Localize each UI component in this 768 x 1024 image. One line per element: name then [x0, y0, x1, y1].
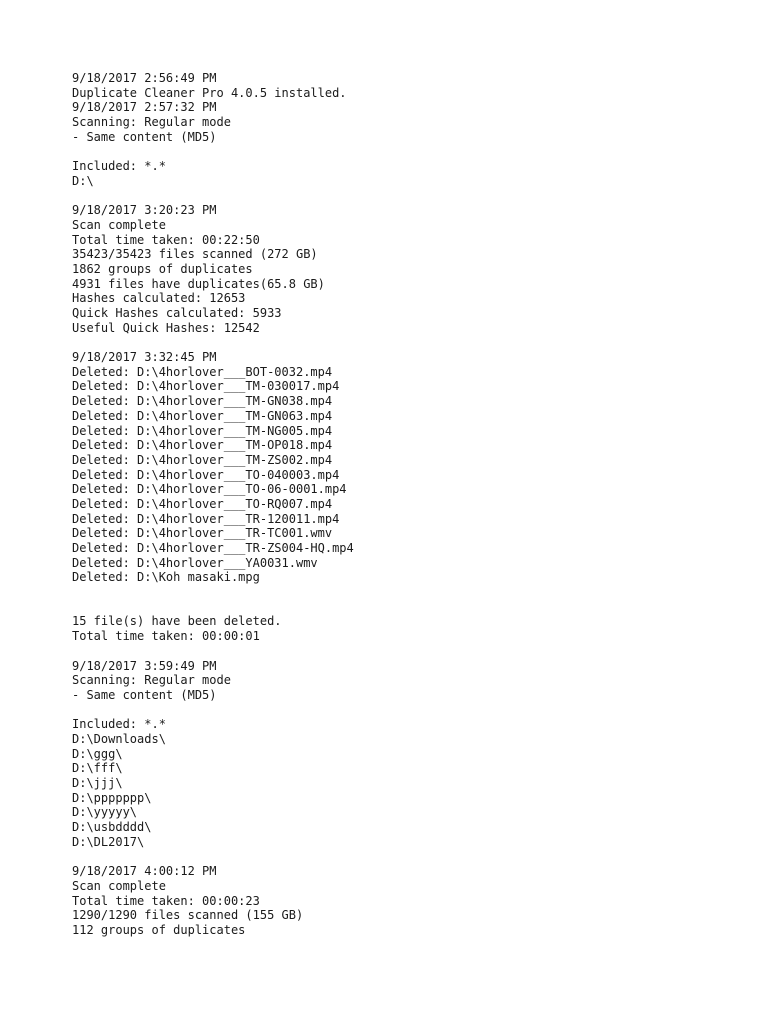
log-line: Scanning: Regular mode — [72, 673, 231, 688]
log-line: Duplicate Cleaner Pro 4.0.5 installed. — [72, 85, 347, 100]
log-line: D:\fff\ — [72, 761, 123, 776]
log-line: - Same content (MD5) — [72, 129, 217, 144]
log-line: 15 file(s) have been deleted. — [72, 614, 282, 629]
log-line: Deleted: D:\4horlover___TM-GN063.mp4 — [72, 408, 333, 423]
log-line: Deleted: D:\4horlover___BOT-0032.mp4 — [72, 364, 333, 379]
log-line — [72, 189, 354, 204]
log-line: Deleted: D:\4horlover___TM-NG005.mp4 — [72, 423, 333, 438]
log-line: Deleted: D:\4horlover___TM-030017.mp4 — [72, 379, 340, 394]
log-text-block — [72, 71, 354, 938]
log-line: 9/18/2017 3:59:49 PM — [72, 658, 217, 673]
log-line: Deleted: D:\Koh masaki.mpg — [72, 570, 260, 585]
log-line — [72, 849, 354, 864]
log-line: Total time taken: 00:00:23 — [72, 893, 260, 908]
log-line: Deleted: D:\4horlover___TM-GN038.mp4 — [72, 394, 333, 409]
log-line — [72, 335, 354, 350]
log-line: Scan complete — [72, 217, 166, 232]
log-line: Useful Quick Hashes: 12542 — [72, 320, 260, 335]
log-line: 9/18/2017 4:00:12 PM — [72, 864, 217, 879]
log-line: 9/18/2017 2:56:49 PM — [72, 71, 217, 85]
log-line: 1862 groups of duplicates — [72, 261, 253, 276]
log-line: D:\Downloads\ — [72, 731, 166, 746]
log-line: Deleted: D:\4horlover___TM-OP018.mp4 — [72, 438, 333, 453]
log-line: 9/18/2017 3:20:23 PM — [72, 203, 217, 218]
log-line: Deleted: D:\4horlover___TM-ZS002.mp4 — [72, 452, 333, 467]
log-line — [72, 144, 354, 159]
log-line: Deleted: D:\4horlover___TO-040003.mp4 — [72, 467, 340, 482]
log-line: Scan complete — [72, 878, 166, 893]
log-line: D:\ggg\ — [72, 746, 123, 761]
log-line: Deleted: D:\4horlover___TR-TC001.wmv — [72, 526, 333, 541]
log-line: Deleted: D:\4horlover___TR-ZS004-HQ.mp4 — [72, 541, 354, 555]
log-line: Deleted: D:\4horlover___YA0031.wmv — [72, 555, 318, 570]
log-line: 9/18/2017 2:57:32 PM — [72, 100, 217, 115]
log-line: 1290/1290 files scanned (155 GB) — [72, 908, 304, 923]
log-line: D:\usbdddd\ — [72, 820, 152, 835]
log-line: D:\yyyyy\ — [72, 805, 138, 820]
log-line: - Same content (MD5) — [72, 687, 217, 702]
log-line: Quick Hashes calculated: 5933 — [72, 306, 282, 320]
log-line: Total time taken: 00:00:01 — [72, 629, 260, 644]
log-line: Included: *.* — [72, 717, 166, 732]
log-line: Scanning: Regular mode — [72, 115, 231, 130]
log-line: 112 groups of duplicates — [72, 922, 246, 937]
log-line: Hashes calculated: 12653 — [72, 291, 246, 306]
log-line: Deleted: D:\4horlover___TR-120011.mp4 — [72, 511, 340, 526]
log-line: D:\ppppppp\ — [72, 790, 152, 805]
log-line — [72, 585, 354, 600]
log-line: Included: *.* — [72, 159, 166, 174]
log-line: 4931 files have duplicates(65.8 GB) — [72, 276, 325, 291]
log-line: 35423/35423 files scanned (272 GB) — [72, 247, 318, 262]
log-line: D:\DL2017\ — [72, 834, 145, 849]
log-line — [72, 600, 354, 615]
log-line: 9/18/2017 3:32:45 PM — [72, 350, 217, 365]
log-line: D:\jjj\ — [72, 776, 123, 790]
log-line: Deleted: D:\4horlover___TO-06-0001.mp4 — [72, 482, 347, 497]
log-line: Deleted: D:\4horlover___TO-RQ007.mp4 — [72, 496, 333, 511]
log-line: Total time taken: 00:22:50 — [72, 232, 260, 247]
log-line — [72, 703, 354, 718]
log-line: D:\ — [72, 173, 94, 188]
log-line — [72, 644, 354, 659]
